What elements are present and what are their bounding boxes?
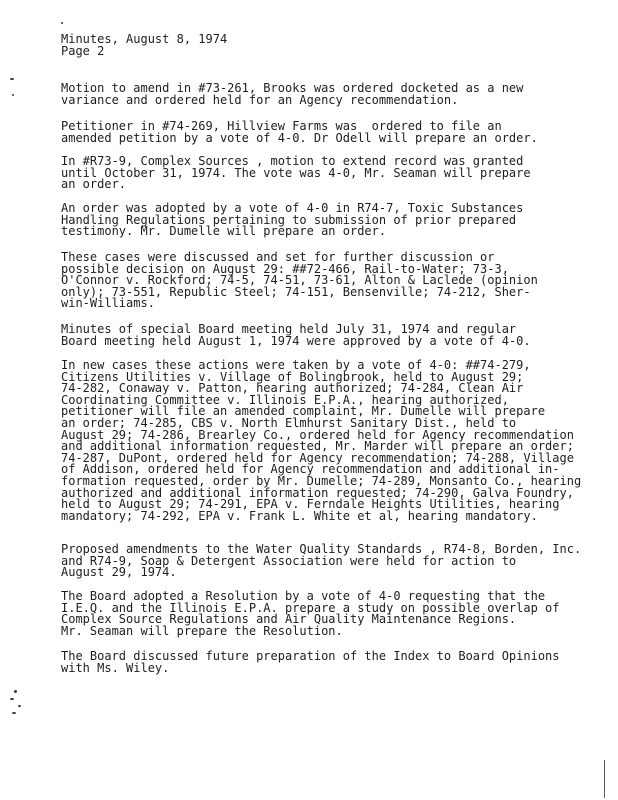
header-title: Minutes, August 8, 1974 bbox=[61, 32, 228, 46]
scan-speck bbox=[61, 22, 63, 24]
paragraph-line: authorized and additional information requested; 74-290, Galva Foundry, bbox=[61, 485, 574, 500]
paragraph-line: an order; 74-285, CBS v. North Elmhurst Sanitary Dist., held to bbox=[61, 415, 517, 430]
paragraph-line: until October 31, 1974. The vote was 4-0, Mr. Seaman will prepare bbox=[61, 165, 531, 180]
paragraph-line: petitioner will file an amended complaint, Mr. Dumelle will prepare bbox=[61, 404, 546, 419]
paragraph-line: win-Williams. bbox=[61, 296, 155, 311]
paragraph-line: 74-282, Conaway v. Patton, hearing authorized; 74-284, Clean Air bbox=[61, 381, 524, 396]
scan-speck bbox=[18, 705, 21, 707]
paragraph bbox=[61, 120, 538, 143]
paragraph bbox=[61, 323, 531, 346]
paragraph-line: Minutes of special Board meeting held July 31, 1974 and regular bbox=[61, 322, 517, 336]
paragraph-line: with Ms. Wiley. bbox=[61, 660, 170, 675]
scan-speck bbox=[12, 94, 14, 96]
paragraph bbox=[61, 359, 581, 521]
header-page-number: Page 2 bbox=[61, 44, 105, 58]
paragraph-line: In #R73-9, Complex Sources , motion to extend record was granted bbox=[61, 154, 524, 168]
paragraph bbox=[61, 82, 523, 105]
paragraph-line: Citizens Utilities v. Village of Bolingbrook, held to August 29; bbox=[61, 369, 524, 384]
paragraph-line: amended petition by a vote of 4-0. Dr Odell will prepare an order. bbox=[61, 130, 538, 145]
scan-speck bbox=[10, 78, 14, 80]
paragraph-line: These cases were discussed and set for further discussion or bbox=[61, 250, 495, 264]
paragraph-line: variance and ordered held for an Agency recommendation. bbox=[61, 92, 459, 107]
paragraph-line: mandatory; 74-292, EPA v. Frank L. White et al, hearing mandatory. bbox=[61, 508, 538, 523]
paragraph-line: and R74-9, Soap & Detergent Association were held for action to bbox=[61, 553, 517, 568]
page-header bbox=[61, 33, 227, 57]
paragraph bbox=[61, 251, 538, 309]
paragraph bbox=[61, 155, 531, 190]
paragraph-line: Proposed amendments to the Water Quality Standards , R74-8, Borden, Inc. bbox=[61, 542, 582, 556]
paragraph-line: only); 73-551, Republic Steel; 74-151, Bensenville; 74-212, Sher- bbox=[61, 284, 531, 299]
paragraph-line: Mr. Seaman will prepare the Resolution. bbox=[61, 623, 343, 638]
paragraph-line: Complex Source Regulations and Air Quality Maintenance Regions. bbox=[61, 612, 517, 627]
paragraph-line: Petitioner in #74-269, Hillview Farms was ordered to file an bbox=[61, 119, 502, 133]
paragraph-line: of Addison, ordered held for Agency recommendation and additional in- bbox=[61, 462, 560, 477]
paragraph-line: August 29; 74-286, Brearley Co., ordered held for Agency recommendation bbox=[61, 427, 574, 442]
paragraph-line: 74-287, DuPont, ordered held for Agency recommendation; 74-288, Village bbox=[61, 450, 574, 465]
scan-speck bbox=[12, 712, 16, 714]
scan-speck bbox=[14, 690, 17, 693]
paragraph-line: The Board adopted a Resolution by a vote of 4-0 requesting that the bbox=[61, 589, 546, 603]
paragraph-line: In new cases these actions were taken by a vote of 4-0: ##74-279, bbox=[61, 358, 531, 372]
scan-edge-mark bbox=[604, 760, 605, 798]
paragraph-line: Coordinating Committee v. Illinois E.P.A., hearing authorized, bbox=[61, 392, 509, 407]
paragraph bbox=[61, 202, 523, 237]
scan-speck bbox=[10, 698, 14, 700]
paragraph bbox=[61, 590, 560, 636]
paragraph-line: held to August 29; 74-291, EPA v. Ferndale Heights Utilities, hearing bbox=[61, 497, 560, 512]
paragraph-line: Motion to amend in #73-261, Brooks was ordered docketed as a new bbox=[61, 81, 524, 95]
paragraph-line: O'Connor v. Rockford; 74-5, 74-51, 73-61, Alton & Laclede (opinion bbox=[61, 273, 538, 288]
paragraph-line: August 29, 1974. bbox=[61, 565, 177, 580]
paragraph-line: I.E.Q. and the Illinois E.P.A. prepare a study on possible overlap of bbox=[61, 600, 560, 615]
paragraph bbox=[61, 650, 560, 673]
paragraph-line: The Board discussed future preparation of the Index to Board Opinions bbox=[61, 649, 560, 663]
paragraph-line: Handling Regulations pertaining to submission of prior prepared bbox=[61, 212, 517, 227]
paragraph-line: formation requested, order by Mr. Dumelle; 74-289, Monsanto Co., hearing bbox=[61, 473, 582, 488]
paragraph-line: and additional information requested, Mr. Marder will prepare an order; bbox=[61, 439, 574, 454]
paragraph-line: possible decision on August 29: ##72-466, Rail-to-Water; 73-3, bbox=[61, 261, 509, 276]
paragraph-line: An order was adopted by a vote of 4-0 in R74-7, Toxic Substances bbox=[61, 201, 524, 215]
paragraph-line: Board meeting held August 1, 1974 were approved by a vote of 4-0. bbox=[61, 333, 531, 348]
paragraph-line: an order. bbox=[61, 177, 127, 192]
paragraph bbox=[61, 543, 581, 578]
paragraph-line: testimony. Mr. Dumelle will prepare an order. bbox=[61, 224, 387, 239]
